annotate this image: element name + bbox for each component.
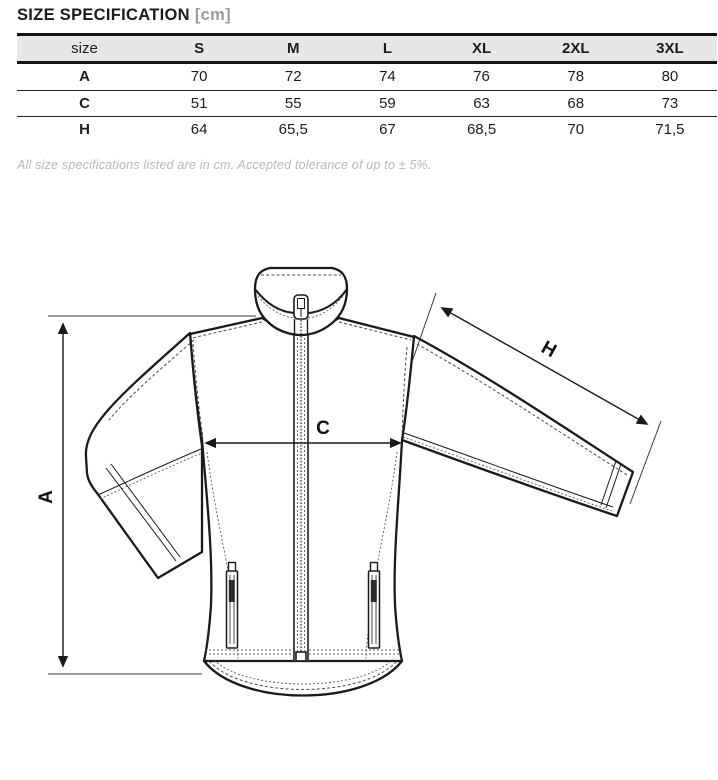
table-row-c <box>17 91 717 118</box>
table-cell: 78 <box>567 68 585 86</box>
table-cell: 55 <box>284 94 302 112</box>
jacket-pocket-right <box>369 563 380 649</box>
column-header-xl: XL <box>471 40 492 57</box>
dimension-label-h: H <box>537 337 560 363</box>
jacket-zipper <box>293 318 309 661</box>
table-cell: 74 <box>379 68 396 86</box>
jacket-pocket-left <box>227 563 238 649</box>
column-header-2xl: 2XL <box>561 40 590 57</box>
table-cell: 65,5 <box>278 121 308 139</box>
column-header-m: M <box>286 40 300 57</box>
table-cell: 68,5 <box>466 121 497 139</box>
table-row-h <box>17 117 717 143</box>
table-cell: 80 <box>661 68 679 86</box>
page-title-text: SIZE SPECIFICATION <box>17 6 190 24</box>
column-header-3xl: 3XL <box>656 40 684 57</box>
dimension-label-a: A <box>36 490 57 504</box>
table-cell: 63 <box>473 94 490 112</box>
table-cell: 51 <box>190 94 208 112</box>
column-header-size: size <box>71 40 98 57</box>
table-cell: 76 <box>473 68 490 86</box>
column-header-s: S <box>194 40 205 57</box>
dimension-label-c: C <box>316 418 330 439</box>
table-cell: 71,5 <box>655 121 685 139</box>
row-label: C <box>79 94 90 112</box>
jacket-left-sleeve <box>86 333 202 578</box>
size-table-header-row <box>17 33 717 64</box>
table-cell: 70 <box>567 121 585 139</box>
page-title-unit: [cm] <box>194 6 231 24</box>
row-label: A <box>79 68 90 86</box>
page-title <box>17 6 231 25</box>
column-header-l: L <box>382 40 392 57</box>
table-cell: 70 <box>190 68 208 86</box>
row-label: H <box>79 121 90 139</box>
table-cell: 68 <box>567 94 585 112</box>
table-cell: 73 <box>661 94 679 112</box>
table-cell: 67 <box>379 121 396 139</box>
table-row-a <box>17 64 717 91</box>
jacket-technical-drawing <box>0 200 718 780</box>
table-cell: 64 <box>190 121 208 139</box>
tolerance-note: All size specifications listed are in cm. Accepted tolerance of up to ± 5%. <box>17 158 432 172</box>
size-table <box>17 33 717 143</box>
table-cell: 72 <box>284 68 302 86</box>
table-cell: 59 <box>379 94 396 112</box>
jacket-right-sleeve <box>402 336 633 516</box>
